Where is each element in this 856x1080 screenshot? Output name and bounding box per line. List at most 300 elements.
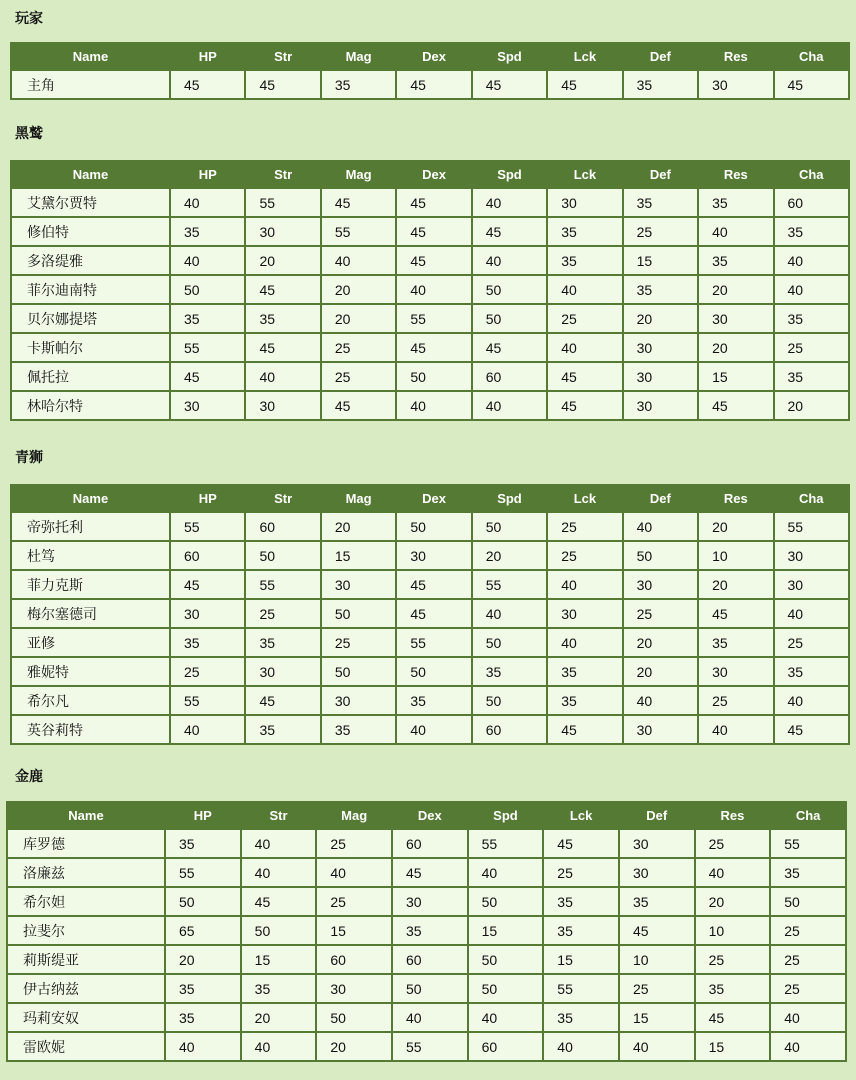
stat-cell-lck: 45 (548, 716, 621, 743)
stat-cell-lck: 45 (544, 830, 618, 857)
stat-cell-spd: 45 (473, 71, 546, 98)
stat-cell-str: 30 (246, 392, 319, 419)
stat-cell-lck: 25 (548, 542, 621, 569)
stat-cell-spd: 60 (473, 716, 546, 743)
column-header-str: Str (246, 44, 319, 69)
section-title-blue-lions: 青狮 (15, 449, 43, 465)
stat-cell-cha: 50 (771, 888, 845, 915)
stat-cell-res: 25 (699, 687, 772, 714)
column-header-name: Name (12, 486, 169, 511)
stat-cell-lck: 35 (548, 658, 621, 685)
stat-cell-str: 45 (246, 276, 319, 303)
character-name-cell: 玛莉安奴 (8, 1004, 164, 1031)
table-header (12, 44, 848, 69)
stat-cell-str: 55 (246, 189, 319, 216)
stat-cell-str: 30 (246, 658, 319, 685)
stat-cell-res: 45 (699, 600, 772, 627)
stat-cell-lck: 35 (544, 917, 618, 944)
stat-cell-res: 35 (699, 189, 772, 216)
stat-cell-hp: 45 (171, 363, 244, 390)
table-row (12, 658, 848, 685)
character-name-cell: 希尔妲 (8, 888, 164, 915)
table-row (8, 975, 845, 1002)
stat-cell-cha: 40 (771, 1033, 845, 1060)
column-header-res: Res (696, 803, 770, 828)
table-body (12, 513, 848, 743)
stat-cell-def: 10 (620, 946, 694, 973)
table-row (12, 189, 848, 216)
column-header-cha: Cha (771, 803, 845, 828)
stat-cell-hp: 55 (171, 334, 244, 361)
stat-cell-res: 20 (699, 571, 772, 598)
stat-cell-def: 45 (620, 917, 694, 944)
stat-cell-mag: 25 (322, 629, 395, 656)
stat-cell-lck: 30 (548, 600, 621, 627)
stat-cell-cha: 35 (771, 859, 845, 886)
stat-cell-dex: 45 (397, 334, 470, 361)
stat-cell-def: 15 (620, 1004, 694, 1031)
table-row (8, 1033, 845, 1060)
column-header-name: Name (12, 162, 169, 187)
character-name-cell: 帝弥托利 (12, 513, 169, 540)
table-body (12, 189, 848, 419)
stat-cell-lck: 35 (544, 888, 618, 915)
section-title-golden-deer: 金鹿 (15, 768, 43, 784)
stat-cell-cha: 35 (775, 363, 849, 390)
stat-cell-dex: 55 (397, 305, 470, 332)
column-header-res: Res (699, 486, 772, 511)
stat-cell-mag: 40 (322, 247, 395, 274)
stat-cell-lck: 45 (548, 392, 621, 419)
table-row (8, 1004, 845, 1031)
column-header-dex: Dex (397, 486, 470, 511)
stat-cell-hp: 25 (171, 658, 244, 685)
stat-cell-mag: 45 (322, 392, 395, 419)
section-title-black-eagles: 黑鹫 (15, 125, 43, 141)
stat-cell-spd: 50 (473, 276, 546, 303)
stat-cell-spd: 40 (469, 859, 543, 886)
stat-cell-mag: 30 (322, 571, 395, 598)
stat-cell-spd: 50 (469, 975, 543, 1002)
stat-cell-dex: 55 (397, 629, 470, 656)
stat-cell-str: 25 (246, 600, 319, 627)
table-row (12, 600, 848, 627)
header-row (8, 803, 845, 828)
stat-cell-lck: 40 (548, 334, 621, 361)
column-header-def: Def (620, 803, 694, 828)
stat-cell-spd: 55 (473, 571, 546, 598)
character-name-cell: 洛廉兹 (8, 859, 164, 886)
table-row (12, 305, 848, 332)
stat-cell-mag: 25 (317, 830, 391, 857)
stat-cell-mag: 45 (322, 189, 395, 216)
stat-cell-lck: 40 (548, 276, 621, 303)
stat-cell-str: 60 (246, 513, 319, 540)
column-header-hp: HP (171, 162, 244, 187)
stat-cell-def: 20 (624, 658, 697, 685)
character-name-cell: 多洛缇雅 (12, 247, 169, 274)
stat-cell-spd: 15 (469, 917, 543, 944)
column-header-mag: Mag (317, 803, 391, 828)
stat-cell-spd: 40 (473, 392, 546, 419)
stat-cell-spd: 50 (473, 629, 546, 656)
stat-cell-def: 40 (624, 513, 697, 540)
column-header-dex: Dex (397, 162, 470, 187)
stat-cell-dex: 45 (397, 218, 470, 245)
stat-cell-hp: 45 (171, 571, 244, 598)
table-row (8, 830, 845, 857)
stat-cell-lck: 35 (548, 247, 621, 274)
character-name-cell: 贝尔娜提塔 (12, 305, 169, 332)
stat-cell-spd: 50 (473, 305, 546, 332)
stat-cell-res: 10 (696, 917, 770, 944)
column-header-mag: Mag (322, 44, 395, 69)
stat-cell-str: 45 (246, 687, 319, 714)
column-header-def: Def (624, 162, 697, 187)
stat-cell-spd: 50 (469, 888, 543, 915)
column-header-lck: Lck (548, 44, 621, 69)
stat-cell-res: 40 (696, 859, 770, 886)
stat-cell-hp: 40 (166, 1033, 240, 1060)
stat-cell-hp: 35 (171, 218, 244, 245)
stat-cell-hp: 30 (171, 600, 244, 627)
column-header-dex: Dex (393, 803, 467, 828)
character-name-cell: 莉斯缇亚 (8, 946, 164, 973)
stat-cell-str: 45 (246, 334, 319, 361)
column-header-mag: Mag (322, 486, 395, 511)
table-row (12, 392, 848, 419)
stat-cell-mag: 50 (322, 600, 395, 627)
stat-cell-def: 30 (624, 334, 697, 361)
table-header (12, 162, 848, 187)
stat-cell-def: 15 (624, 247, 697, 274)
header-row (12, 486, 848, 511)
column-header-hp: HP (171, 44, 244, 69)
column-header-res: Res (699, 44, 772, 69)
stat-cell-res: 30 (699, 71, 772, 98)
stat-cell-res: 35 (699, 247, 772, 274)
stat-cell-spd: 55 (469, 830, 543, 857)
stat-cell-cha: 25 (775, 334, 849, 361)
stat-cell-hp: 35 (166, 1004, 240, 1031)
character-name-cell: 杜笃 (12, 542, 169, 569)
stat-cell-hp: 55 (166, 859, 240, 886)
stat-cell-res: 45 (699, 392, 772, 419)
stat-cell-spd: 50 (473, 513, 546, 540)
table-row (12, 716, 848, 743)
column-header-spd: Spd (473, 162, 546, 187)
stat-cell-spd: 40 (469, 1004, 543, 1031)
character-name-cell: 雅妮特 (12, 658, 169, 685)
stat-cell-cha: 40 (775, 600, 849, 627)
stat-cell-res: 10 (699, 542, 772, 569)
stat-cell-hp: 65 (166, 917, 240, 944)
stat-cell-cha: 25 (771, 946, 845, 973)
column-header-str: Str (242, 803, 316, 828)
table-header (12, 486, 848, 511)
stat-cell-lck: 15 (544, 946, 618, 973)
stat-cell-mag: 20 (322, 276, 395, 303)
character-name-cell: 菲力克斯 (12, 571, 169, 598)
stat-cell-dex: 35 (393, 917, 467, 944)
character-name-cell: 主角 (12, 71, 169, 98)
stat-cell-mag: 50 (322, 658, 395, 685)
table-row (12, 571, 848, 598)
black-eagles-stats-table (10, 160, 850, 421)
stat-cell-dex: 45 (397, 571, 470, 598)
stat-cell-def: 30 (624, 571, 697, 598)
stat-cell-def: 25 (624, 600, 697, 627)
stat-cell-str: 35 (246, 629, 319, 656)
character-name-cell: 拉斐尔 (8, 917, 164, 944)
character-name-cell: 英谷莉特 (12, 716, 169, 743)
stat-cell-res: 45 (696, 1004, 770, 1031)
stat-cell-mag: 15 (317, 917, 391, 944)
stat-cell-def: 20 (624, 305, 697, 332)
stat-cell-dex: 45 (397, 247, 470, 274)
stat-cell-str: 35 (242, 975, 316, 1002)
column-header-mag: Mag (322, 162, 395, 187)
stat-cell-def: 30 (624, 716, 697, 743)
stat-cell-spd: 50 (469, 946, 543, 973)
stat-cell-str: 50 (242, 917, 316, 944)
stat-cell-hp: 55 (171, 687, 244, 714)
stat-cell-cha: 35 (775, 658, 849, 685)
stat-cell-mag: 35 (322, 716, 395, 743)
stat-cell-spd: 50 (473, 687, 546, 714)
column-header-spd: Spd (469, 803, 543, 828)
stat-cell-hp: 55 (171, 513, 244, 540)
stat-cell-res: 35 (696, 975, 770, 1002)
stat-cell-res: 15 (699, 363, 772, 390)
stat-cell-res: 30 (699, 305, 772, 332)
stat-cell-str: 40 (242, 859, 316, 886)
stat-cell-lck: 40 (548, 571, 621, 598)
table-row (12, 542, 848, 569)
stat-cell-dex: 30 (393, 888, 467, 915)
stat-cell-lck: 30 (548, 189, 621, 216)
stat-cell-mag: 60 (317, 946, 391, 973)
stat-cell-cha: 40 (775, 247, 849, 274)
stat-cell-lck: 35 (548, 687, 621, 714)
stat-cell-lck: 40 (548, 629, 621, 656)
stat-cell-lck: 45 (548, 363, 621, 390)
table-row (8, 946, 845, 973)
column-header-res: Res (699, 162, 772, 187)
stat-cell-def: 20 (624, 629, 697, 656)
stat-cell-hp: 35 (166, 975, 240, 1002)
stat-cell-hp: 45 (171, 71, 244, 98)
column-header-lck: Lck (548, 486, 621, 511)
table-row (12, 71, 848, 98)
column-header-cha: Cha (775, 162, 849, 187)
stat-cell-dex: 50 (397, 658, 470, 685)
stat-cell-hp: 40 (171, 189, 244, 216)
stat-cell-dex: 45 (397, 71, 470, 98)
stat-cell-def: 50 (624, 542, 697, 569)
stat-cell-dex: 50 (393, 975, 467, 1002)
column-header-def: Def (624, 486, 697, 511)
stat-cell-mag: 35 (322, 71, 395, 98)
stat-cell-spd: 45 (473, 334, 546, 361)
table-header (8, 803, 845, 828)
stat-cell-str: 40 (246, 363, 319, 390)
stat-cell-cha: 45 (775, 716, 849, 743)
column-header-str: Str (246, 486, 319, 511)
stat-cell-mag: 20 (317, 1033, 391, 1060)
character-name-cell: 亚修 (12, 629, 169, 656)
stat-cell-mag: 25 (317, 888, 391, 915)
stat-cell-dex: 40 (397, 276, 470, 303)
stat-cell-lck: 25 (548, 305, 621, 332)
table-row (12, 363, 848, 390)
column-header-hp: HP (166, 803, 240, 828)
character-name-cell: 雷欧妮 (8, 1033, 164, 1060)
stat-cell-str: 15 (242, 946, 316, 973)
stat-cell-res: 15 (696, 1033, 770, 1060)
stat-cell-hp: 60 (171, 542, 244, 569)
stat-cell-def: 30 (620, 830, 694, 857)
table-row (12, 334, 848, 361)
stat-cell-hp: 35 (166, 830, 240, 857)
table-row (12, 629, 848, 656)
stat-cell-spd: 20 (473, 542, 546, 569)
stat-cell-spd: 60 (473, 363, 546, 390)
stat-cell-res: 25 (696, 946, 770, 973)
stat-cell-cha: 40 (775, 276, 849, 303)
stat-cell-str: 20 (242, 1004, 316, 1031)
stat-cell-dex: 45 (397, 189, 470, 216)
stat-cell-def: 30 (624, 392, 697, 419)
blue-lions-stats-table (10, 484, 850, 745)
column-header-cha: Cha (775, 486, 849, 511)
stat-cell-res: 20 (699, 334, 772, 361)
stat-cell-cha: 40 (775, 687, 849, 714)
player-stats-table (10, 42, 850, 100)
character-name-cell: 佩托拉 (12, 363, 169, 390)
stat-cell-cha: 35 (775, 218, 849, 245)
character-name-cell: 林哈尔特 (12, 392, 169, 419)
stat-cell-spd: 45 (473, 218, 546, 245)
stat-cell-str: 20 (246, 247, 319, 274)
stat-cell-str: 35 (246, 716, 319, 743)
table-body (12, 71, 848, 98)
table-row (12, 687, 848, 714)
stat-cell-cha: 30 (775, 542, 849, 569)
stat-cell-lck: 45 (548, 71, 621, 98)
stat-cell-res: 35 (699, 629, 772, 656)
stat-cell-cha: 25 (775, 629, 849, 656)
column-header-lck: Lck (544, 803, 618, 828)
stat-cell-dex: 35 (397, 687, 470, 714)
stat-cell-cha: 40 (771, 1004, 845, 1031)
stat-cell-mag: 30 (317, 975, 391, 1002)
stat-cell-res: 20 (699, 513, 772, 540)
stat-cell-dex: 60 (393, 946, 467, 973)
column-header-hp: HP (171, 486, 244, 511)
stat-cell-mag: 20 (322, 305, 395, 332)
stat-cell-res: 20 (696, 888, 770, 915)
stat-cell-dex: 40 (393, 1004, 467, 1031)
character-name-cell: 希尔凡 (12, 687, 169, 714)
stat-cell-cha: 25 (771, 975, 845, 1002)
stat-cell-lck: 35 (548, 218, 621, 245)
column-header-dex: Dex (397, 44, 470, 69)
stat-cell-hp: 40 (171, 716, 244, 743)
stat-cell-str: 50 (246, 542, 319, 569)
stat-cell-dex: 60 (393, 830, 467, 857)
stat-cell-mag: 20 (322, 513, 395, 540)
column-header-cha: Cha (775, 44, 849, 69)
table-row (12, 513, 848, 540)
stat-cell-hp: 20 (166, 946, 240, 973)
character-name-cell: 梅尔塞德司 (12, 600, 169, 627)
stat-cell-mag: 30 (322, 687, 395, 714)
stat-cell-str: 40 (242, 1033, 316, 1060)
stat-cell-res: 30 (699, 658, 772, 685)
stat-cell-cha: 55 (775, 513, 849, 540)
stat-cell-lck: 25 (548, 513, 621, 540)
stat-cell-cha: 30 (775, 571, 849, 598)
stat-cell-str: 45 (242, 888, 316, 915)
column-header-str: Str (246, 162, 319, 187)
stat-cell-spd: 40 (473, 600, 546, 627)
stat-cell-def: 35 (624, 189, 697, 216)
stat-cell-spd: 40 (473, 247, 546, 274)
stat-cell-cha: 60 (775, 189, 849, 216)
stat-cell-res: 40 (699, 218, 772, 245)
stat-cell-lck: 40 (544, 1033, 618, 1060)
stat-cell-str: 40 (242, 830, 316, 857)
stat-cell-dex: 45 (397, 600, 470, 627)
stat-cell-dex: 45 (393, 859, 467, 886)
column-header-name: Name (8, 803, 164, 828)
stat-cell-dex: 30 (397, 542, 470, 569)
stat-cell-hp: 35 (171, 305, 244, 332)
stat-cell-lck: 55 (544, 975, 618, 1002)
column-header-name: Name (12, 44, 169, 69)
stat-cell-spd: 40 (473, 189, 546, 216)
table-row (12, 218, 848, 245)
stat-cell-mag: 25 (322, 334, 395, 361)
stat-cell-dex: 40 (397, 716, 470, 743)
stat-cell-def: 25 (624, 218, 697, 245)
character-name-cell: 修伯特 (12, 218, 169, 245)
stat-cell-mag: 15 (322, 542, 395, 569)
stat-cell-mag: 40 (317, 859, 391, 886)
stat-cell-mag: 25 (322, 363, 395, 390)
stat-cell-def: 30 (620, 859, 694, 886)
stat-cell-cha: 25 (771, 917, 845, 944)
table-row (8, 917, 845, 944)
stat-cell-dex: 50 (397, 513, 470, 540)
header-row (12, 162, 848, 187)
stat-cell-def: 35 (624, 71, 697, 98)
stat-cell-hp: 30 (171, 392, 244, 419)
header-row (12, 44, 848, 69)
character-name-cell: 库罗德 (8, 830, 164, 857)
stat-cell-spd: 60 (469, 1033, 543, 1060)
table-body (8, 830, 845, 1060)
stat-cell-mag: 50 (317, 1004, 391, 1031)
stat-cell-str: 55 (246, 571, 319, 598)
stat-cell-dex: 55 (393, 1033, 467, 1060)
stat-cell-res: 25 (696, 830, 770, 857)
stat-cell-def: 35 (624, 276, 697, 303)
section-title-player: 玩家 (15, 10, 43, 26)
golden-deer-stats-table (6, 801, 847, 1062)
stat-cell-hp: 50 (171, 276, 244, 303)
